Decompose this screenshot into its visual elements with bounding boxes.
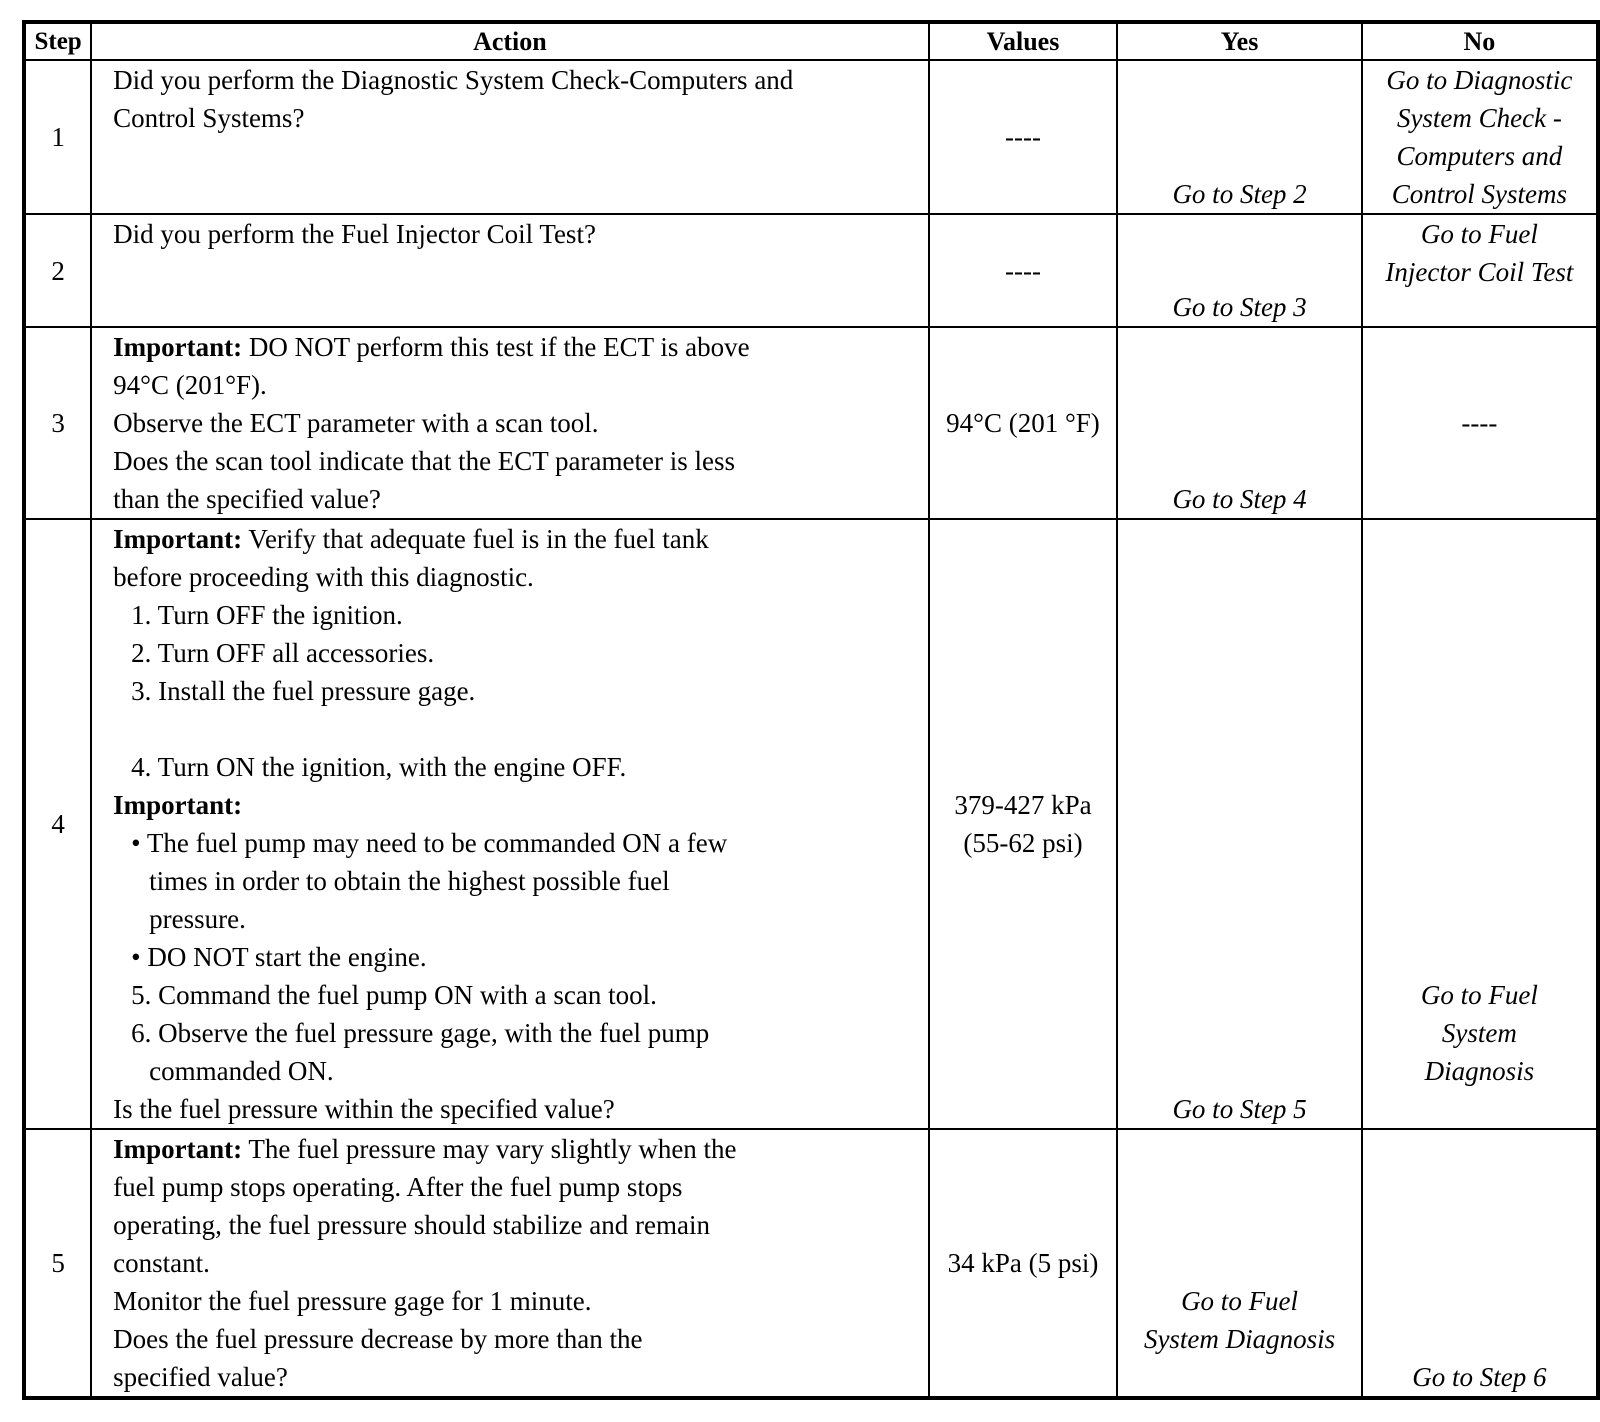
action-line: 94°C (201°F). [113, 370, 267, 400]
action-line: than the specified value? [113, 484, 381, 514]
action-step: 3. Install the fuel pressure gage. [131, 676, 476, 706]
table-row [24, 214, 1598, 327]
table-row [24, 1129, 1598, 1398]
diagnostic-table [22, 20, 1600, 1400]
action-step: 2. Turn OFF all accessories. [131, 638, 435, 668]
no-link[interactable]: Go to Diagnostic System Check - Computers and Control Systems [1386, 65, 1573, 209]
no-cell: ---- [1362, 327, 1598, 519]
bullet-item-continued: times in order to obtain the highest possible fuel [149, 866, 670, 896]
action-line: Is the fuel pressure within the specified value? [113, 1094, 615, 1124]
no-link[interactable]: Go to Fuel System Diagnosis [1420, 980, 1538, 1086]
action-line: before proceeding with this diagnostic. [113, 562, 534, 592]
yes-link[interactable]: Go to Step 4 [1172, 484, 1307, 514]
yes-link[interactable]: Go to Step 3 [1172, 292, 1307, 322]
header-values: Values [929, 22, 1118, 60]
values-cell: 34 kPa (5 psi) [929, 1129, 1118, 1398]
table-row [24, 60, 1598, 214]
action-line: specified value? [113, 1362, 288, 1392]
action-cell [91, 519, 928, 1129]
yes-cell [1117, 519, 1362, 1129]
important-label: Important: [113, 332, 243, 362]
step-number: 2 [24, 214, 91, 327]
yes-cell [1117, 1129, 1362, 1398]
action-line: Control Systems? [113, 103, 305, 133]
yes-link[interactable]: Go to Step 5 [1172, 1094, 1307, 1124]
action-step: 5. Command the fuel pump ON with a scan tool. [131, 980, 657, 1010]
action-line: constant. [113, 1248, 210, 1278]
header-row [24, 22, 1598, 60]
header-action: Action [91, 22, 928, 60]
yes-cell [1117, 60, 1362, 214]
important-label: Important: [113, 1134, 243, 1164]
no-cell [1362, 60, 1598, 214]
yes-link[interactable]: Go to Fuel System Diagnosis [1143, 1286, 1336, 1354]
step-number: 1 [24, 60, 91, 214]
action-line: fuel pump stops operating. After the fuel pump stops [113, 1172, 683, 1202]
no-cell [1362, 1129, 1598, 1398]
yes-cell [1117, 327, 1362, 519]
values-cell: ---- [929, 60, 1118, 214]
action-line: Important: Verify that adequate fuel is in the fuel tank [113, 524, 709, 554]
spacer [113, 710, 919, 748]
no-cell [1362, 519, 1598, 1129]
no-link[interactable]: Go to Step 6 [1412, 1362, 1547, 1392]
action-line: Did you perform the Diagnostic System Check-Computers and [113, 65, 794, 95]
values-cell: 94°C (201 °F) [929, 327, 1118, 519]
values-cell: ---- [929, 214, 1118, 327]
action-line: Monitor the fuel pressure gage for 1 minute. [113, 1286, 592, 1316]
table-row [24, 327, 1598, 519]
bullet-item: • DO NOT start the engine. [131, 942, 427, 972]
bullet-item: • The fuel pump may need to be commanded ON a few [131, 828, 728, 858]
diagnostic-table-sheet [22, 20, 1600, 1400]
action-cell [91, 1129, 928, 1398]
important-label: Important: [113, 790, 243, 820]
no-link[interactable]: Go to Fuel Injector Coil Test [1385, 219, 1574, 287]
step-number: 4 [24, 519, 91, 1129]
important-label: Important: [113, 524, 243, 554]
header-step: Step [24, 22, 91, 60]
action-line: operating, the fuel pressure should stabilize and remain [113, 1210, 710, 1240]
action-cell [91, 327, 928, 519]
action-step: 6. Observe the fuel pressure gage, with the fuel pump [131, 1018, 710, 1048]
bullet-item-continued: pressure. [149, 904, 246, 934]
action-line: Does the fuel pressure decrease by more than the [113, 1324, 643, 1354]
action-line: Important: The fuel pressure may vary slightly when the [113, 1134, 737, 1164]
action-step: 1. Turn OFF the ignition. [131, 600, 403, 630]
header-no: No [1362, 22, 1598, 60]
action-line: Does the scan tool indicate that the ECT parameter is less [113, 446, 735, 476]
step-number: 5 [24, 1129, 91, 1398]
values-cell: 379-427 kPa (55-62 psi) [929, 519, 1118, 1129]
action-line: Important: DO NOT perform this test if the ECT is above [113, 332, 750, 362]
action-cell [91, 214, 928, 327]
table-row [24, 519, 1598, 1129]
step-number: 3 [24, 327, 91, 519]
action-step: 4. Turn ON the ignition, with the engine OFF. [131, 752, 627, 782]
action-step-continued: commanded ON. [149, 1056, 334, 1086]
action-cell [91, 60, 928, 214]
yes-cell [1117, 214, 1362, 327]
header-yes: Yes [1117, 22, 1362, 60]
action-line: Did you perform the Fuel Injector Coil Test? [113, 219, 596, 249]
no-cell [1362, 214, 1598, 327]
yes-link[interactable]: Go to Step 2 [1172, 179, 1307, 209]
action-line: Observe the ECT parameter with a scan tool. [113, 408, 599, 438]
